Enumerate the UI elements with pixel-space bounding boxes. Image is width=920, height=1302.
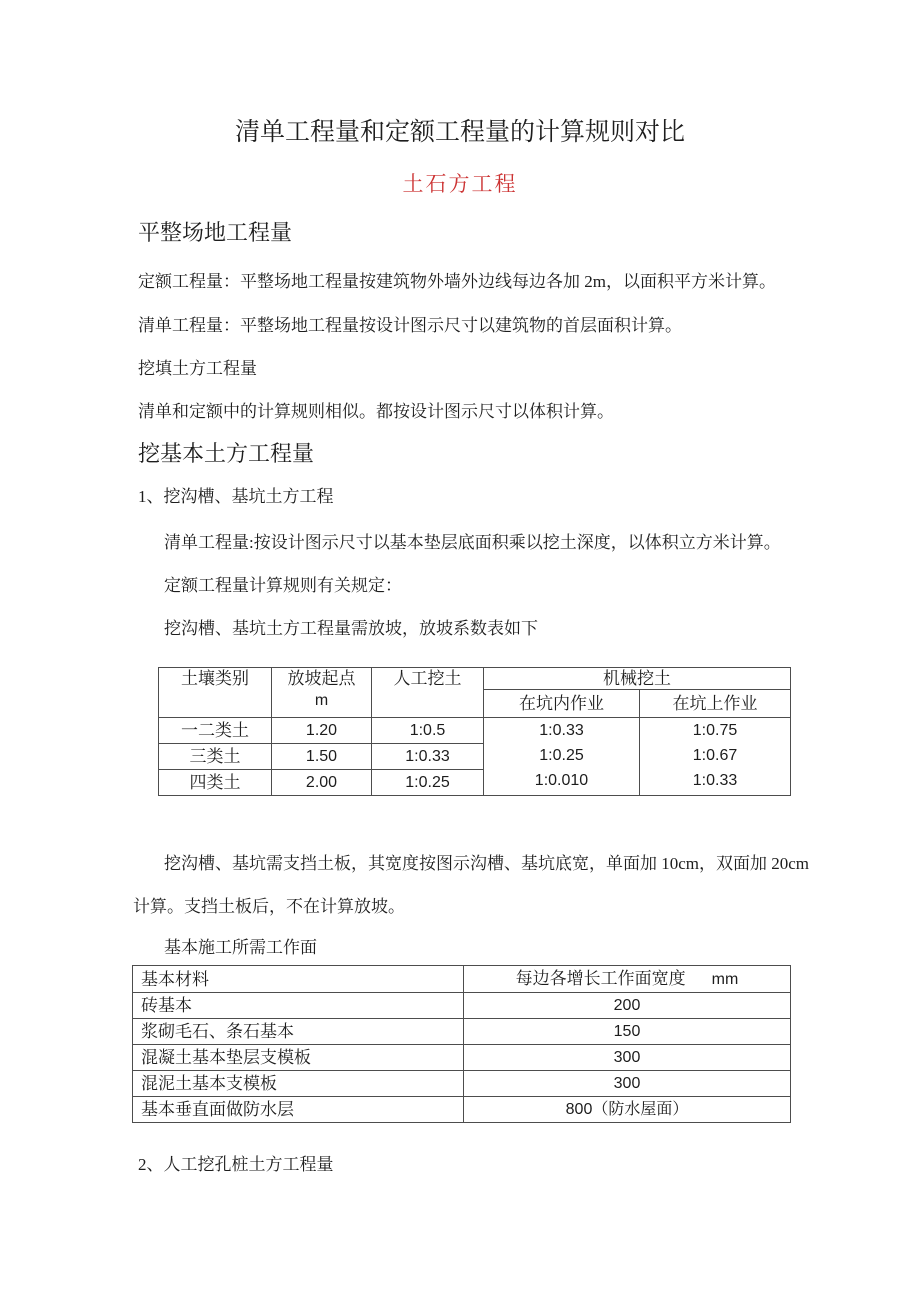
table-row	[133, 1071, 791, 1097]
heading-site-leveling: 平整场地工程量	[138, 220, 293, 245]
table-row	[133, 1045, 791, 1071]
para-rules-similar: 清单和定额中的计算规则相似。都按设计图示尺寸以体积计算。	[138, 402, 614, 421]
cell-value: 1:0.33	[539, 722, 584, 739]
slope-coefficient-table	[158, 667, 791, 796]
para-list-leveling: 清单工程量：平整场地工程量按设计图示尺寸以建筑物的首层面积计算。	[138, 316, 682, 335]
para-slope-intro: 挖沟槽、基坑土方工程量需放坡，放坡系数表如下	[164, 619, 538, 638]
para-workface-caption: 基本施工所需工作面	[164, 938, 317, 957]
cell-start: 2.00	[272, 770, 372, 796]
list-item-1: 1、挖沟槽、基坑土方工程	[138, 487, 334, 506]
table-row	[133, 1019, 791, 1045]
cell-material: 浆砌毛石、条石基本	[133, 1019, 464, 1045]
cell-value: 1:0.25	[539, 747, 584, 764]
header-cell-material: 基本材料	[133, 966, 464, 993]
heading-foundation-excavation: 挖基本土方工程量	[138, 441, 315, 466]
cell-material: 混泥土基本支模板	[133, 1071, 464, 1097]
cell-start: 1.50	[272, 744, 372, 770]
header-cell-slope-start	[272, 668, 372, 718]
cell-start: 1.20	[272, 718, 372, 744]
table-header-row	[133, 966, 791, 993]
header-cell-above-pit: 在坑上作业	[640, 690, 791, 718]
cell-width: 200	[464, 993, 791, 1019]
cell-soil: 四类土	[159, 770, 272, 796]
cell-soil: 三类土	[159, 744, 272, 770]
header-cell-in-pit: 在坑内作业	[484, 690, 640, 718]
cell-width: 150	[464, 1019, 791, 1045]
table-row	[133, 993, 791, 1019]
header-slope-start-unit: m	[314, 692, 329, 709]
cell-width: 800（防水屋面）	[464, 1097, 791, 1123]
doc-subtitle: 土石方工程	[402, 172, 518, 196]
cell-material: 砖基本	[133, 993, 464, 1019]
header-width-unit: mm	[711, 971, 739, 988]
cell-value: 1:0.010	[534, 772, 589, 789]
cell-in-pit-values	[484, 718, 640, 796]
cell-width: 300	[464, 1071, 791, 1097]
para-list-rule: 清单工程量:按设计图示尺寸以基本垫层底面积乘以挖土深度，以体积立方米计算。	[164, 533, 781, 552]
header-cell-machine-dig: 机械挖土	[484, 668, 791, 690]
table-row	[159, 718, 791, 744]
cell-width: 300	[464, 1045, 791, 1071]
list-item-2: 2、人工挖孔桩土方工程量	[138, 1155, 334, 1174]
cell-material: 基本垂直面做防水层	[133, 1097, 464, 1123]
header-cell-soil-type: 土壤类别	[159, 668, 272, 718]
cell-value: 1:0.33	[692, 772, 738, 789]
cell-value: 1:0.67	[692, 747, 738, 764]
cell-manual: 1:0.5	[372, 718, 484, 744]
header-slope-start-label: 放坡起点	[287, 669, 356, 688]
header-cell-width	[464, 966, 791, 993]
table-header-row	[159, 668, 791, 690]
para-fill-excavation: 挖填土方工程量	[138, 359, 257, 378]
header-width-label: 每边各增长工作面宽度	[515, 969, 686, 988]
doc-title: 清单工程量和定额工程量的计算规则对比	[234, 119, 685, 146]
workface-width-table	[132, 965, 791, 1123]
para-plank-line1: 挖沟槽、基坑需支挡土板，其宽度按图示沟槽、基坑底宽，单面加 10cm，双面加 20cm	[164, 854, 810, 873]
para-quota-rule-note: 定额工程量计算规则有关规定：	[164, 576, 402, 595]
cell-manual: 1:0.25	[372, 770, 484, 796]
para-plank-line2: 计算。支挡土板后，不在计算放坡。	[133, 897, 405, 916]
para-quota-leveling: 定额工程量：平整场地工程量按建筑物外墙外边线每边各加 2m，以面积平方米计算。	[138, 272, 776, 291]
cell-material: 混凝土基本垫层支模板	[133, 1045, 464, 1071]
cell-above-pit-values	[640, 718, 791, 796]
header-cell-manual-dig: 人工挖土	[372, 668, 484, 718]
cell-manual: 1:0.33	[372, 744, 484, 770]
table-row	[133, 1097, 791, 1123]
cell-value: 1:0.75	[692, 722, 738, 739]
cell-soil: 一二类土	[159, 718, 272, 744]
